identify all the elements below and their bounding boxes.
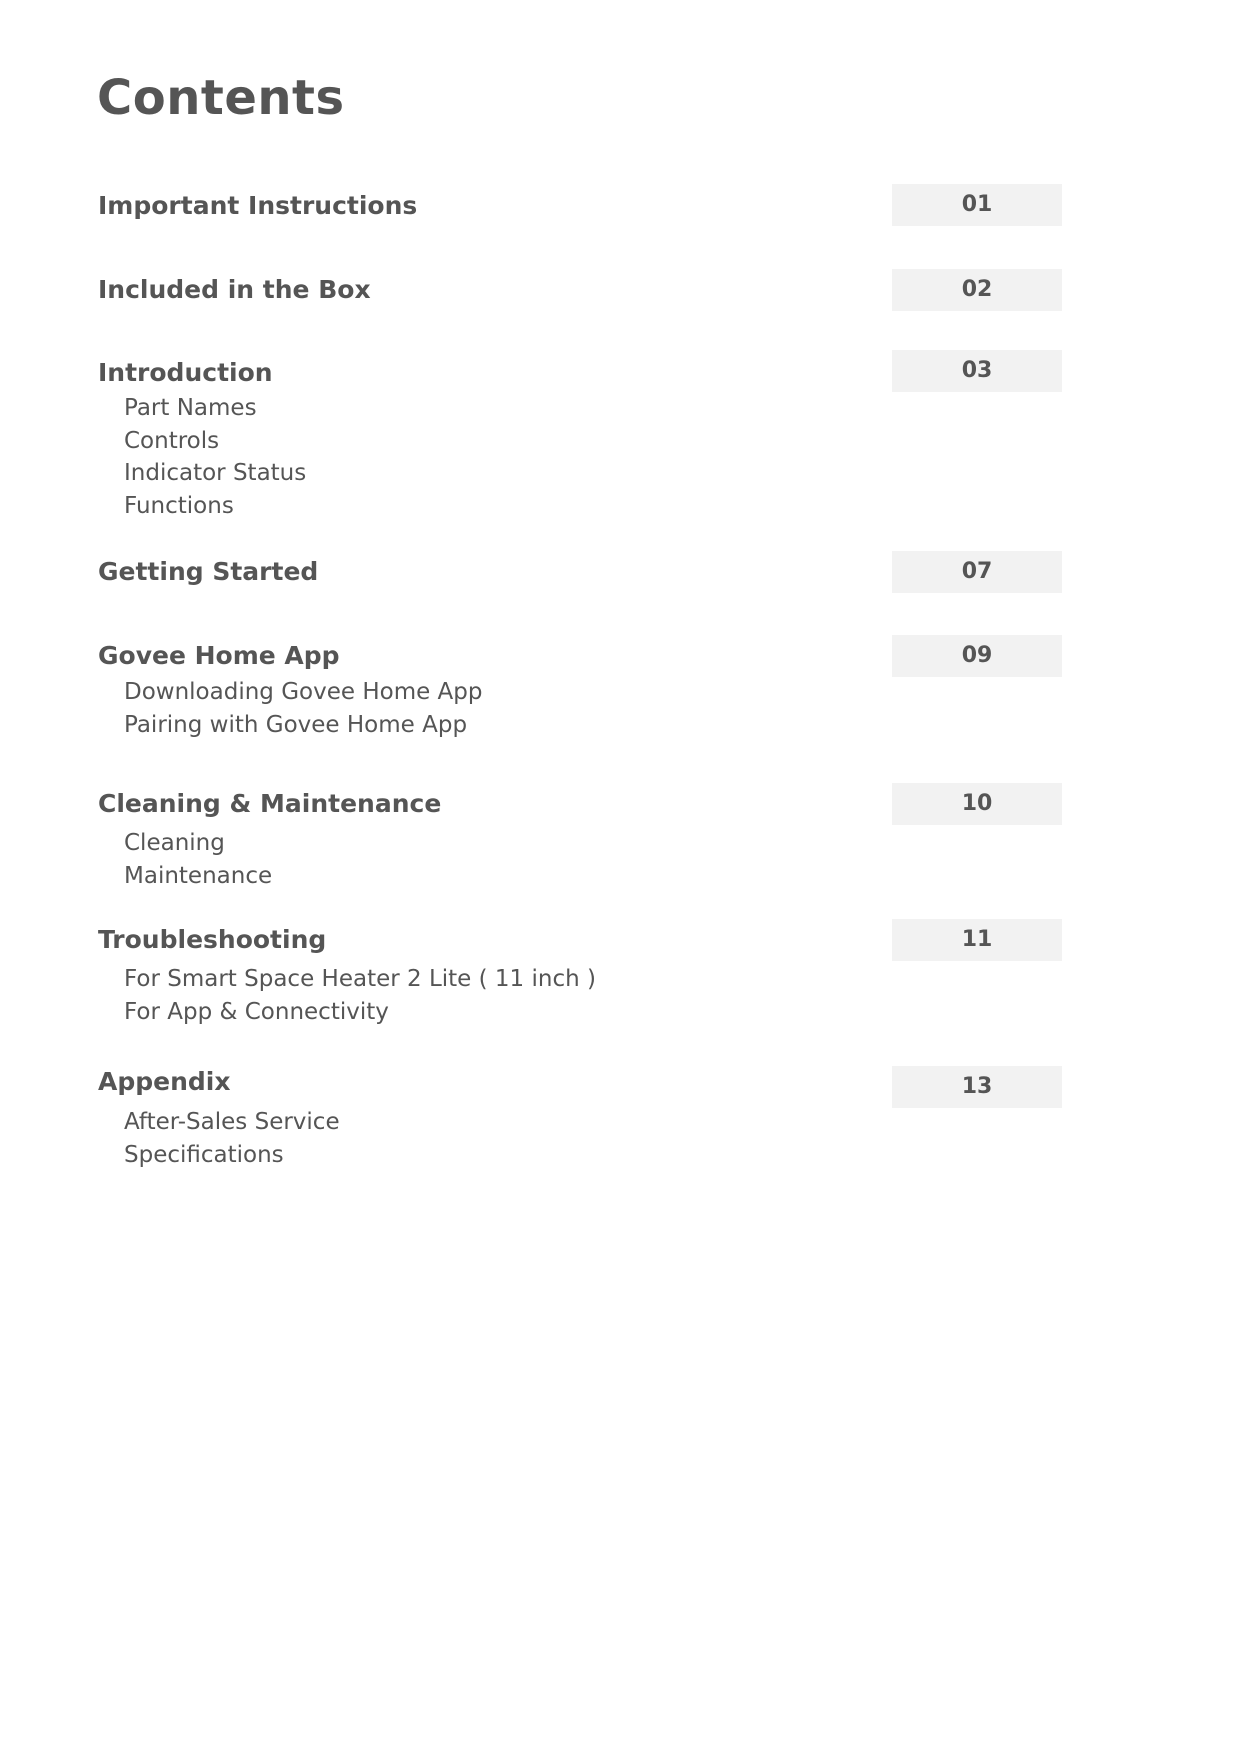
page-title: Contents: [97, 70, 345, 126]
sub-item-list: [124, 1106, 340, 1171]
section-heading[interactable]: Govee Home App: [98, 641, 340, 670]
section-heading[interactable]: Getting Started: [98, 557, 319, 586]
section-heading[interactable]: Introduction: [98, 358, 273, 387]
sub-item-functions[interactable]: Functions: [124, 492, 234, 519]
sub-item-list: [124, 963, 596, 1028]
sub-item-downloading-govee-home-app[interactable]: Downloading Govee Home App: [124, 679, 483, 705]
sub-item-maintenance[interactable]: Maintenance: [124, 862, 273, 889]
sub-item-for-smart-space-heater[interactable]: For Smart Space Heater 2 Lite ( 11 inch ): [124, 966, 596, 992]
page-number-badge: 11: [892, 919, 1062, 961]
page-number-badge: 02: [892, 269, 1062, 311]
section-heading[interactable]: Cleaning & Maintenance: [98, 789, 442, 818]
sub-item-part-names[interactable]: Part Names: [124, 395, 257, 421]
section-heading[interactable]: Included in the Box: [98, 275, 371, 304]
sub-item-specifications[interactable]: Specifications: [124, 1141, 284, 1168]
sub-item-cleaning[interactable]: Cleaning: [124, 830, 225, 856]
sub-item-list: [124, 827, 272, 892]
sub-item-indicator-status[interactable]: Indicator Status: [124, 460, 307, 486]
page-number-badge: 10: [892, 783, 1062, 825]
sub-item-after-sales-service[interactable]: After-Sales Service: [124, 1109, 340, 1135]
page-number-badge: 01: [892, 184, 1062, 226]
sub-item-for-app-connectivity[interactable]: For App & Connectivity: [124, 998, 389, 1025]
section-heading[interactable]: Troubleshooting: [98, 925, 327, 954]
section-heading[interactable]: Important Instructions: [98, 191, 418, 220]
sub-item-pairing-with-govee-home-app[interactable]: Pairing with Govee Home App: [124, 711, 468, 738]
page-number-badge: 09: [892, 635, 1062, 677]
page-number-badge: 07: [892, 551, 1062, 593]
section-heading[interactable]: Appendix: [98, 1067, 231, 1096]
sub-item-controls[interactable]: Controls: [124, 427, 220, 454]
sub-item-list: [124, 676, 483, 741]
sub-item-list: [124, 392, 306, 522]
page-number-badge: 13: [892, 1066, 1062, 1108]
page-number-badge: 03: [892, 350, 1062, 392]
